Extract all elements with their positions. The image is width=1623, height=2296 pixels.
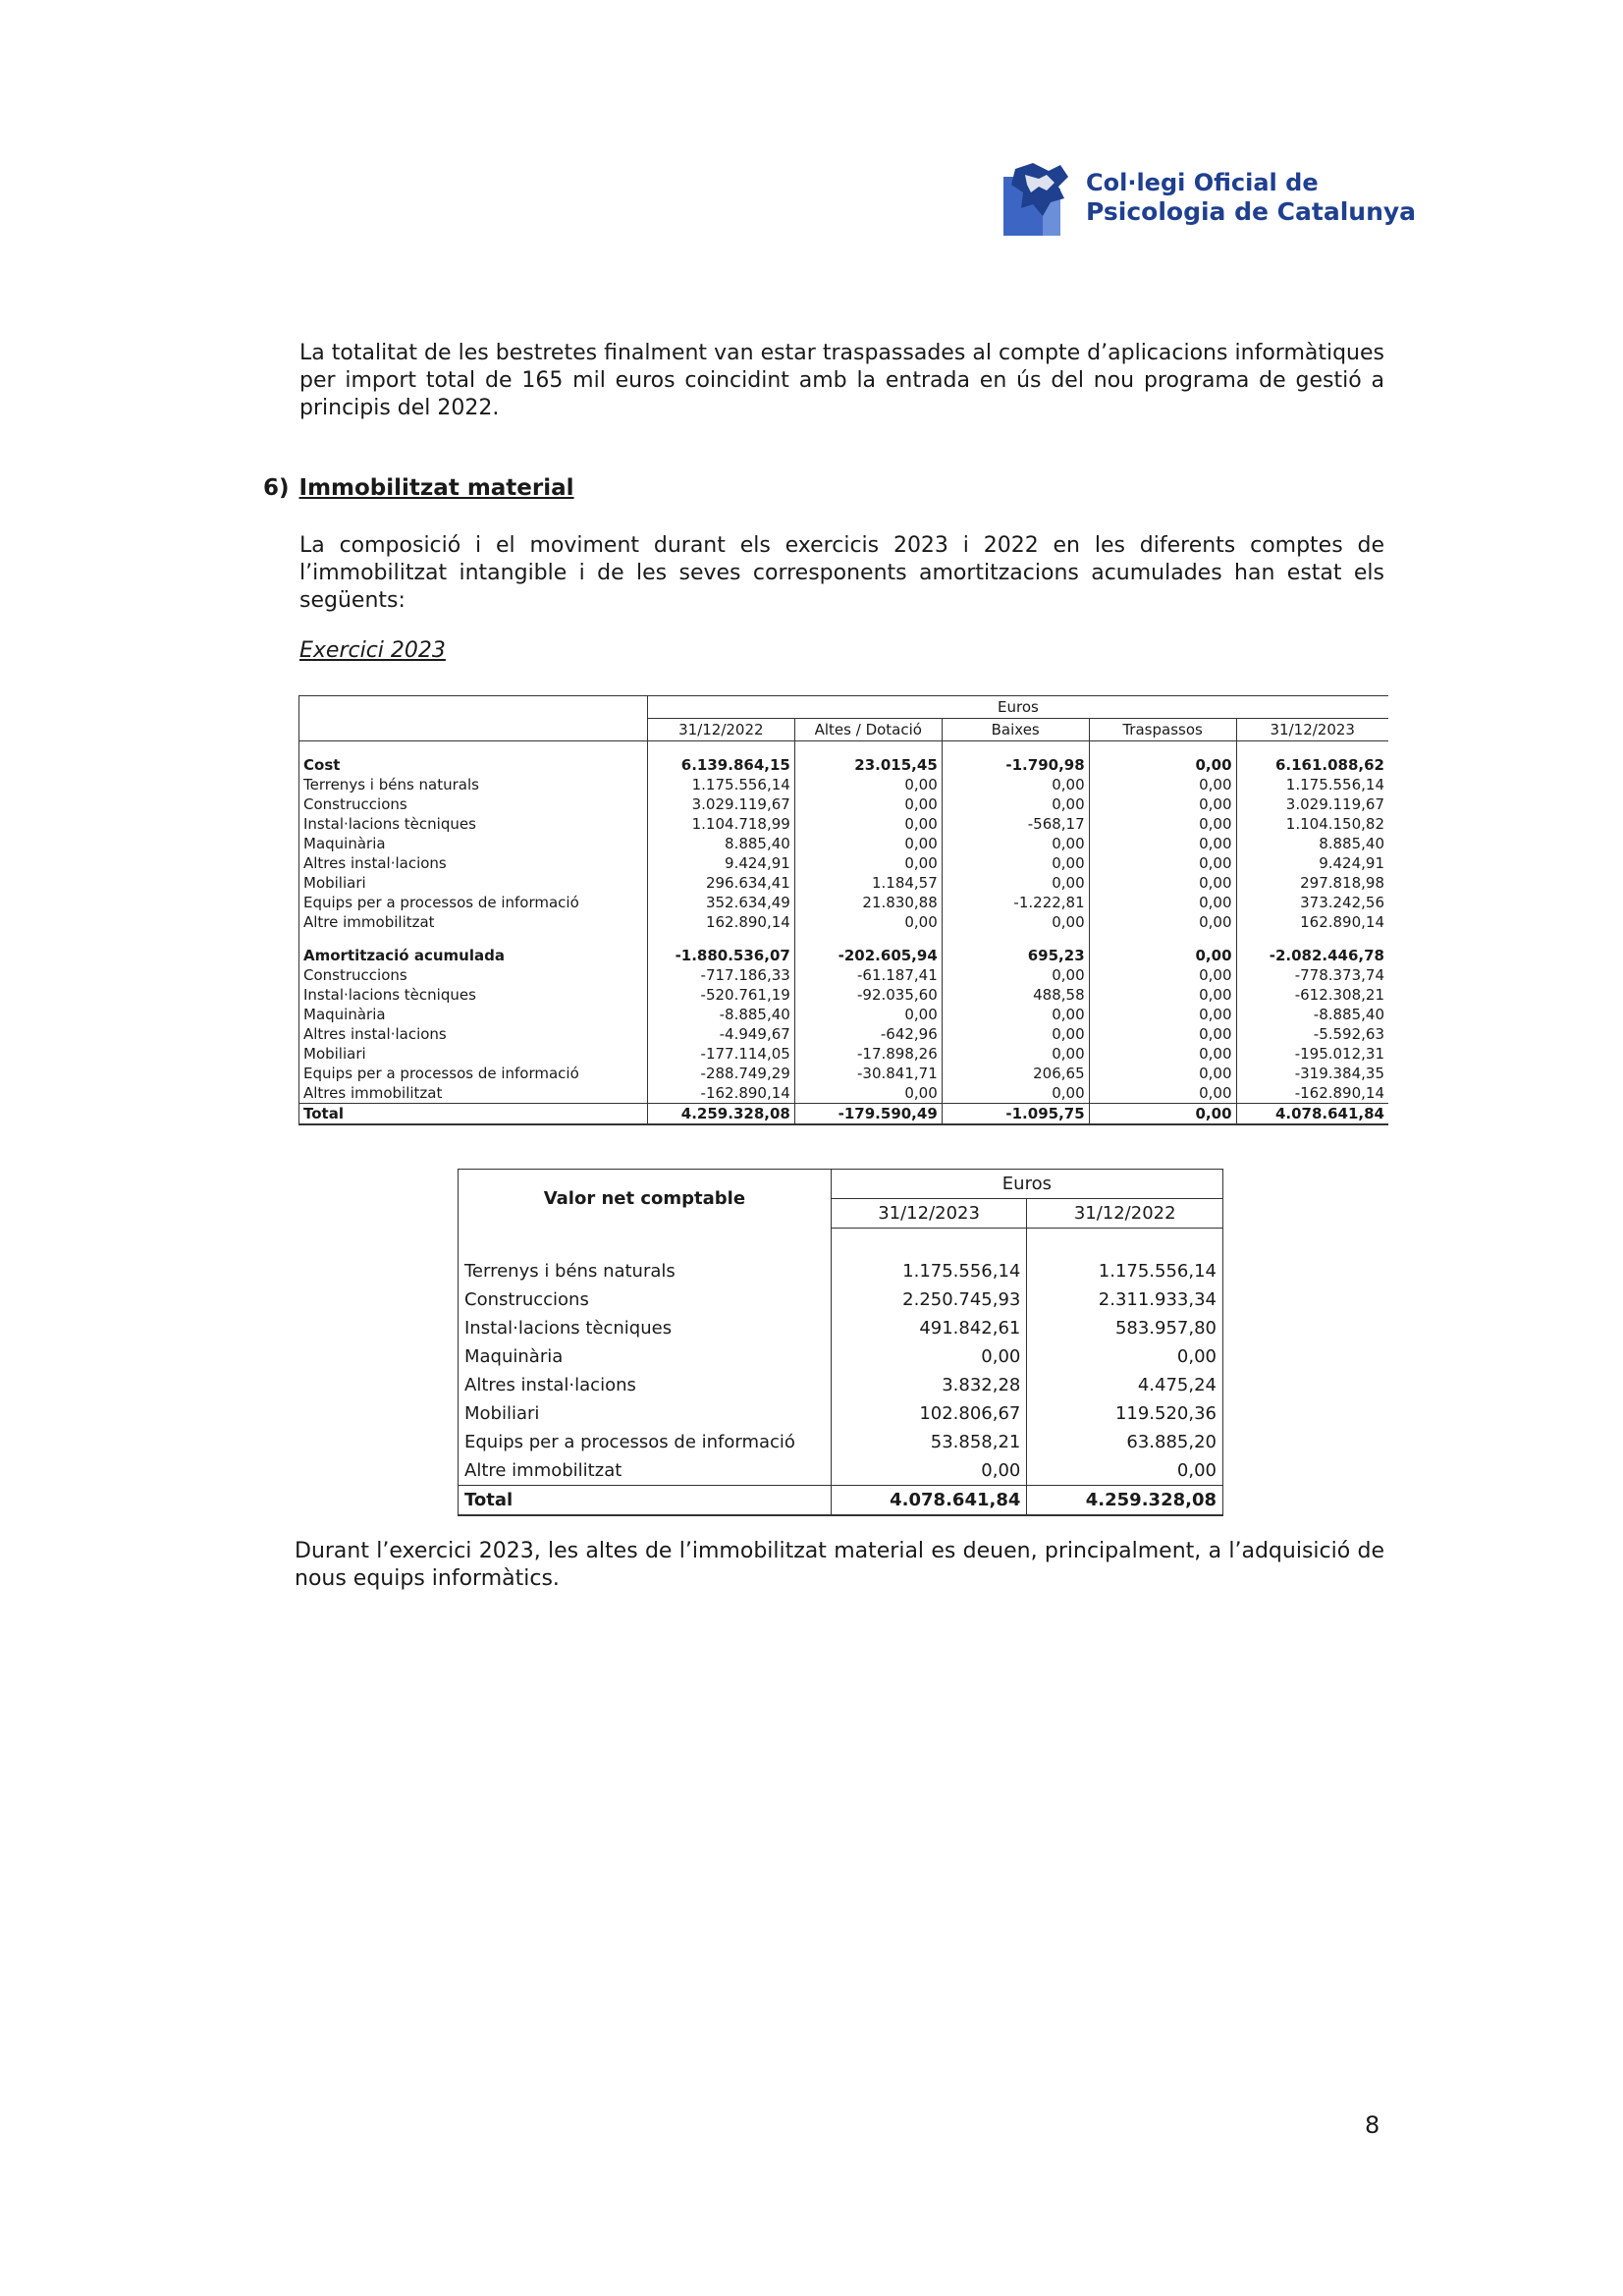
row-label: Mobiliari [459, 1399, 832, 1428]
section-paragraph: La composició i el moviment durant els exercicis 2023 i 2022 en les diferents comptes de l’immobilitzat intangible i de les seves corresponents amortitzacions acumulades han estat els següents: [299, 533, 1384, 613]
row-value: -778.373,74 [1236, 965, 1388, 985]
table-row [299, 853, 1389, 873]
row-value: 352.634,49 [647, 893, 794, 912]
row-value: 0,00 [1089, 873, 1236, 893]
exercise-subtitle: Exercici 2023 [299, 638, 446, 663]
row-value: 0,00 [942, 1044, 1089, 1064]
row-value: 297.818,98 [1236, 873, 1388, 893]
row-label: Total [299, 1104, 648, 1125]
row-value: 0,00 [1089, 794, 1236, 814]
row-label: Altres instal·lacions [299, 1024, 648, 1044]
table-row [299, 946, 1389, 965]
row-value: 0,00 [1089, 755, 1236, 775]
row-value: 0,00 [1089, 912, 1236, 932]
row-value: -177.114,05 [647, 1044, 794, 1064]
row-value: 0,00 [1089, 893, 1236, 912]
row-value: -30.841,71 [794, 1064, 942, 1083]
table-row [299, 1024, 1389, 1044]
row-value: -61.187,41 [794, 965, 942, 985]
row-value: 583.957,80 [1027, 1314, 1223, 1342]
row-value: 1.175.556,14 [1027, 1257, 1223, 1285]
row-value: 0,00 [942, 873, 1089, 893]
row-value: 6.161.088,62 [1236, 755, 1388, 775]
table-row [459, 1314, 1223, 1342]
page-number: 8 [1365, 2111, 1380, 2139]
movement-table [298, 695, 1388, 1125]
row-label: Total [459, 1486, 832, 1516]
table-row [299, 1083, 1389, 1104]
row-value: -642,96 [794, 1024, 942, 1044]
row-value: 3.029.119,67 [1236, 794, 1388, 814]
row-value: 102.806,67 [831, 1399, 1027, 1428]
net-value-table-body [459, 1229, 1223, 1516]
row-label: Maquinària [459, 1342, 832, 1371]
table-row [299, 873, 1389, 893]
row-value: 0,00 [794, 794, 942, 814]
row-value: 162.890,14 [1236, 912, 1388, 932]
row-value: 0,00 [1089, 946, 1236, 965]
col-header: Baixes [942, 719, 1089, 741]
row-value: -202.605,94 [794, 946, 942, 965]
row-value: -4.949,67 [647, 1024, 794, 1044]
table-row [299, 834, 1389, 853]
row-value: 4.078.641,84 [1236, 1104, 1388, 1125]
row-value: 0,00 [1089, 775, 1236, 794]
row-value: 0,00 [831, 1456, 1027, 1486]
net-col-header: 31/12/2022 [1027, 1199, 1223, 1229]
table-row [299, 893, 1389, 912]
table-row [299, 794, 1389, 814]
row-label: Construccions [299, 965, 648, 985]
row-value: 0,00 [942, 834, 1089, 853]
row-value: -1.790,98 [942, 755, 1089, 775]
logo-line2: Psicologia de Catalunya [1086, 197, 1417, 226]
row-value: -2.082.446,78 [1236, 946, 1388, 965]
row-value: 4.259.328,08 [647, 1104, 794, 1125]
row-value: -612.308,21 [1236, 985, 1388, 1005]
row-value: 0,00 [1027, 1456, 1223, 1486]
row-label: Equips per a processos de informació [459, 1428, 832, 1456]
row-value: 119.520,36 [1027, 1399, 1223, 1428]
row-value: 0,00 [1089, 1083, 1236, 1104]
row-value: 0,00 [794, 853, 942, 873]
table-row [299, 965, 1389, 985]
row-value: 0,00 [1089, 1024, 1236, 1044]
row-value: 491.842,61 [831, 1314, 1027, 1342]
row-label: Altre immobilitzat [299, 912, 648, 932]
row-value: 1.184,57 [794, 873, 942, 893]
table-row [299, 755, 1389, 775]
row-value: -195.012,31 [1236, 1044, 1388, 1064]
row-value: 1.175.556,14 [831, 1257, 1027, 1285]
row-value: 0,00 [942, 965, 1089, 985]
row-value: 21.830,88 [794, 893, 942, 912]
row-value: -568,17 [942, 814, 1089, 834]
row-label: Altres instal·lacions [299, 853, 648, 873]
row-value: 0,00 [1027, 1342, 1223, 1371]
row-value: -717.186,33 [647, 965, 794, 985]
closing-paragraph: Durant l’exercici 2023, les altes de l’immobilitzat material es deuen, principalment, a l’adquisició de nous equips informàtics. [295, 1539, 1384, 1591]
row-value: 373.242,56 [1236, 893, 1388, 912]
row-label: Instal·lacions tècniques [459, 1314, 832, 1342]
row-label: Construccions [299, 794, 648, 814]
col-header: Altes / Dotació [794, 719, 942, 741]
row-value: -162.890,14 [1236, 1083, 1388, 1104]
row-value: -179.590,49 [794, 1104, 942, 1125]
row-value: 63.885,20 [1027, 1428, 1223, 1456]
row-label: Altres instal·lacions [459, 1371, 832, 1399]
table-row [299, 814, 1389, 834]
row-value: 1.104.718,99 [647, 814, 794, 834]
row-value: 0,00 [942, 912, 1089, 932]
row-value: 0,00 [942, 1024, 1089, 1044]
row-value: -1.095,75 [942, 1104, 1089, 1125]
row-value: 0,00 [794, 775, 942, 794]
row-value: 162.890,14 [647, 912, 794, 932]
section-number: 6) [263, 475, 290, 501]
row-label: Altre immobilitzat [459, 1456, 832, 1486]
row-value: 23.015,45 [794, 755, 942, 775]
row-value: 0,00 [942, 1083, 1089, 1104]
row-label: Construccions [459, 1285, 832, 1314]
row-value: 296.634,41 [647, 873, 794, 893]
row-value: 1.175.556,14 [647, 775, 794, 794]
intro-paragraph: La totalitat de les bestretes finalment van estar traspassades al compte d’aplicacions informàtiques per import total de 165 mil euros coincidint amb la entrada en ús del nou programa de gestió a principis del 2022. [299, 341, 1384, 420]
row-value: 488,58 [942, 985, 1089, 1005]
row-label: Equips per a processos de informació [299, 893, 648, 912]
net-col-header: 31/12/2023 [831, 1199, 1027, 1229]
college-logo [1003, 159, 1416, 236]
row-label: Terrenys i béns naturals [299, 775, 648, 794]
col-header: Traspassos [1089, 719, 1236, 741]
col-header: 31/12/2022 [647, 719, 794, 741]
row-value: 0,00 [1089, 1044, 1236, 1064]
section-heading [263, 475, 574, 501]
row-value: 9.424,91 [647, 853, 794, 873]
table-row [459, 1371, 1223, 1399]
table-row [459, 1342, 1223, 1371]
table-row [299, 1044, 1389, 1064]
net-value-title: Valor net comptable [459, 1170, 832, 1229]
row-value: 4.259.328,08 [1027, 1486, 1223, 1516]
row-label: Amortització acumulada [299, 946, 648, 965]
row-value: 1.104.150,82 [1236, 814, 1388, 834]
table-row [299, 985, 1389, 1005]
row-value: 4.078.641,84 [831, 1486, 1027, 1516]
row-label: Mobiliari [299, 1044, 648, 1064]
table-row [299, 775, 1389, 794]
row-value: 0,00 [1089, 814, 1236, 834]
row-value: -8.885,40 [1236, 1005, 1388, 1024]
net-currency-header: Euros [831, 1170, 1222, 1199]
table-row [459, 1399, 1223, 1428]
row-value: 0,00 [794, 834, 942, 853]
logo-emblem-icon [1003, 159, 1076, 236]
row-label: Equips per a processos de informació [299, 1064, 648, 1083]
row-value: 695,23 [942, 946, 1089, 965]
row-value: 0,00 [942, 794, 1089, 814]
table-row [459, 1257, 1223, 1285]
table-row [299, 912, 1389, 932]
row-value: 0,00 [942, 1005, 1089, 1024]
logo-line1: Col·legi Oficial de [1086, 169, 1319, 196]
row-label: Instal·lacions tècniques [299, 985, 648, 1005]
row-value: 8.885,40 [1236, 834, 1388, 853]
row-value: 53.858,21 [831, 1428, 1027, 1456]
row-label: Altres immobilitzat [299, 1083, 648, 1104]
col-header: 31/12/2023 [1236, 719, 1388, 741]
row-value: 0,00 [1089, 1104, 1236, 1125]
row-label: Cost [299, 755, 648, 775]
table-row [459, 1456, 1223, 1486]
net-value-table [458, 1169, 1223, 1516]
row-value: 206,65 [942, 1064, 1089, 1083]
movement-table-body [299, 755, 1389, 1124]
table-row [459, 1428, 1223, 1456]
row-value: 0,00 [831, 1342, 1027, 1371]
row-value: 0,00 [794, 1083, 942, 1104]
row-value: 0,00 [942, 775, 1089, 794]
row-value: 0,00 [1089, 1005, 1236, 1024]
row-value: -1.222,81 [942, 893, 1089, 912]
table-row [299, 1104, 1389, 1125]
table-row [299, 1064, 1389, 1083]
currency-header: Euros [647, 696, 1388, 719]
row-value: -1.880.536,07 [647, 946, 794, 965]
row-value: 0,00 [1089, 834, 1236, 853]
row-label: Maquinària [299, 834, 648, 853]
row-value: 0,00 [942, 853, 1089, 873]
total-row [459, 1486, 1223, 1516]
row-value: -92.035,60 [794, 985, 942, 1005]
row-value: 0,00 [794, 814, 942, 834]
row-value: -520.761,19 [647, 985, 794, 1005]
row-value: 2.311.933,34 [1027, 1285, 1223, 1314]
row-value: -162.890,14 [647, 1083, 794, 1104]
table-row [299, 1005, 1389, 1024]
row-value: 1.175.556,14 [1236, 775, 1388, 794]
row-value: -17.898,26 [794, 1044, 942, 1064]
row-label: Instal·lacions tècniques [299, 814, 648, 834]
row-value: 0,00 [1089, 853, 1236, 873]
row-value: -5.592,63 [1236, 1024, 1388, 1044]
row-value: 2.250.745,93 [831, 1285, 1027, 1314]
row-value: 0,00 [794, 1005, 942, 1024]
row-value: -319.384,35 [1236, 1064, 1388, 1083]
row-value: 3.832,28 [831, 1371, 1027, 1399]
row-value: 0,00 [794, 912, 942, 932]
row-label: Terrenys i béns naturals [459, 1257, 832, 1285]
row-value: 3.029.119,67 [647, 794, 794, 814]
row-value: -288.749,29 [647, 1064, 794, 1083]
row-value: 4.475,24 [1027, 1371, 1223, 1399]
row-label: Mobiliari [299, 873, 648, 893]
section-title: Immobilitzat material [298, 475, 574, 501]
table-row [459, 1285, 1223, 1314]
row-value: 9.424,91 [1236, 853, 1388, 873]
row-value: 8.885,40 [647, 834, 794, 853]
row-value: 0,00 [1089, 965, 1236, 985]
row-label: Maquinària [299, 1005, 648, 1024]
row-value: 0,00 [1089, 1064, 1236, 1083]
row-value: -8.885,40 [647, 1005, 794, 1024]
row-value: 0,00 [1089, 985, 1236, 1005]
row-value: 6.139.864,15 [647, 755, 794, 775]
